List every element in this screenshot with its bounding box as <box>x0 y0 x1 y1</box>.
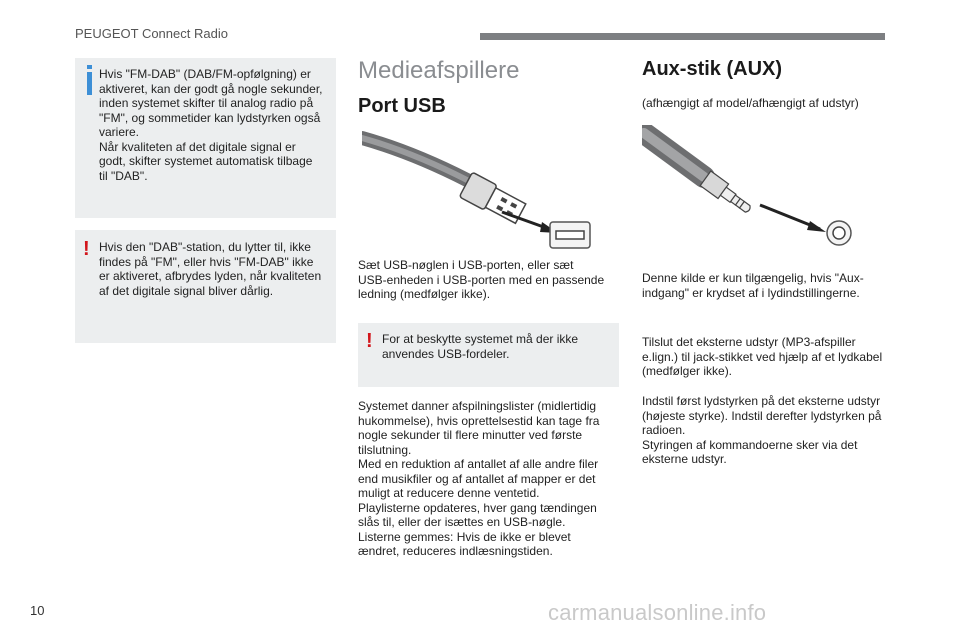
usb-warning-box <box>358 323 619 387</box>
warning-note-text: Hvis den "DAB"-station, du lytter til, ikke findes på "FM", eller hvis "FM-DAB" ikke er aktiveret, afbrydes lyden, når kvaliteten af det digitale signal bliver dårlig. <box>99 240 322 298</box>
aux-jack-illustration <box>642 125 862 250</box>
aux-connect-text: Tilslut det eksterne udstyr (MP3-afspiller e.lign.) til jack-stikket ved hjælp af et lydkabel (medfølger ikke). <box>642 335 883 378</box>
aux-subtitle: (afhængigt af model/afhængigt af udstyr) <box>642 96 859 110</box>
aux-availability-text: Denne kilde er kun tilgængelig, hvis "Aux- indgang" er krydset af i lydindstillingerne. <box>642 271 864 300</box>
header-bar <box>480 33 885 40</box>
usb-plug-illustration <box>362 130 592 250</box>
usb-body-text: Systemet danner afspilningslister (midlertidig hukommelse), hvis oprettelsestid kan tage fra nogle sekunder til flere minutter ved første tilslutning. Med en reduktion af antallet af alle andre filer end musikfiler og af antallet af mapper er det muligt at reducere denne ventetid. Playlisterne opdateres, hver gang tændingen slås til, eller der isættes en USB-nøgle. Listerne gemmes: Hvis de ikke er blevet ændret, reduceres indlæsningstiden. <box>358 399 600 558</box>
aux-heading: Aux-stik (AUX) <box>642 58 783 80</box>
aux-volume-text: Indstil først lydstyrken på det eksterne udstyr (højeste styrke). Indstil derefter lydstyrken på radioen. Styringen af kommandoerne sker via det eksterne udstyr. <box>642 394 882 466</box>
watermark: carmanualsonline.info <box>548 600 767 625</box>
usb-instruction: Sæt USB-nøglen i USB-porten, eller sæt USB-enheden i USB-porten med en passende ledning (medfølger ikke). <box>358 258 605 301</box>
info-note-box <box>75 58 336 218</box>
running-header: PEUGEOT Connect Radio <box>75 26 228 41</box>
warning-icon: ! <box>83 238 90 260</box>
usb-heading: Port USB <box>358 95 446 117</box>
page-number: 10 <box>30 603 45 618</box>
usb-warning-text: For at beskytte systemet må der ikke anvendes USB-fordeler. <box>382 332 579 361</box>
warning-note-box <box>75 230 336 343</box>
info-icon <box>83 65 97 95</box>
info-note-text: Hvis "FM-DAB" (DAB/FM-opfølgning) er aktiveret, kan der godt gå nogle sekunder, inden systemet skifter til analog radio på "FM", og sommetider kan lydstyrken også variere. Når kvaliteten af det digitale signal er godt, skifter systemet automatisk tilbage til "DAB". <box>99 67 323 183</box>
warning-icon: ! <box>366 330 373 352</box>
section-title: Medieafspillere <box>358 57 520 84</box>
